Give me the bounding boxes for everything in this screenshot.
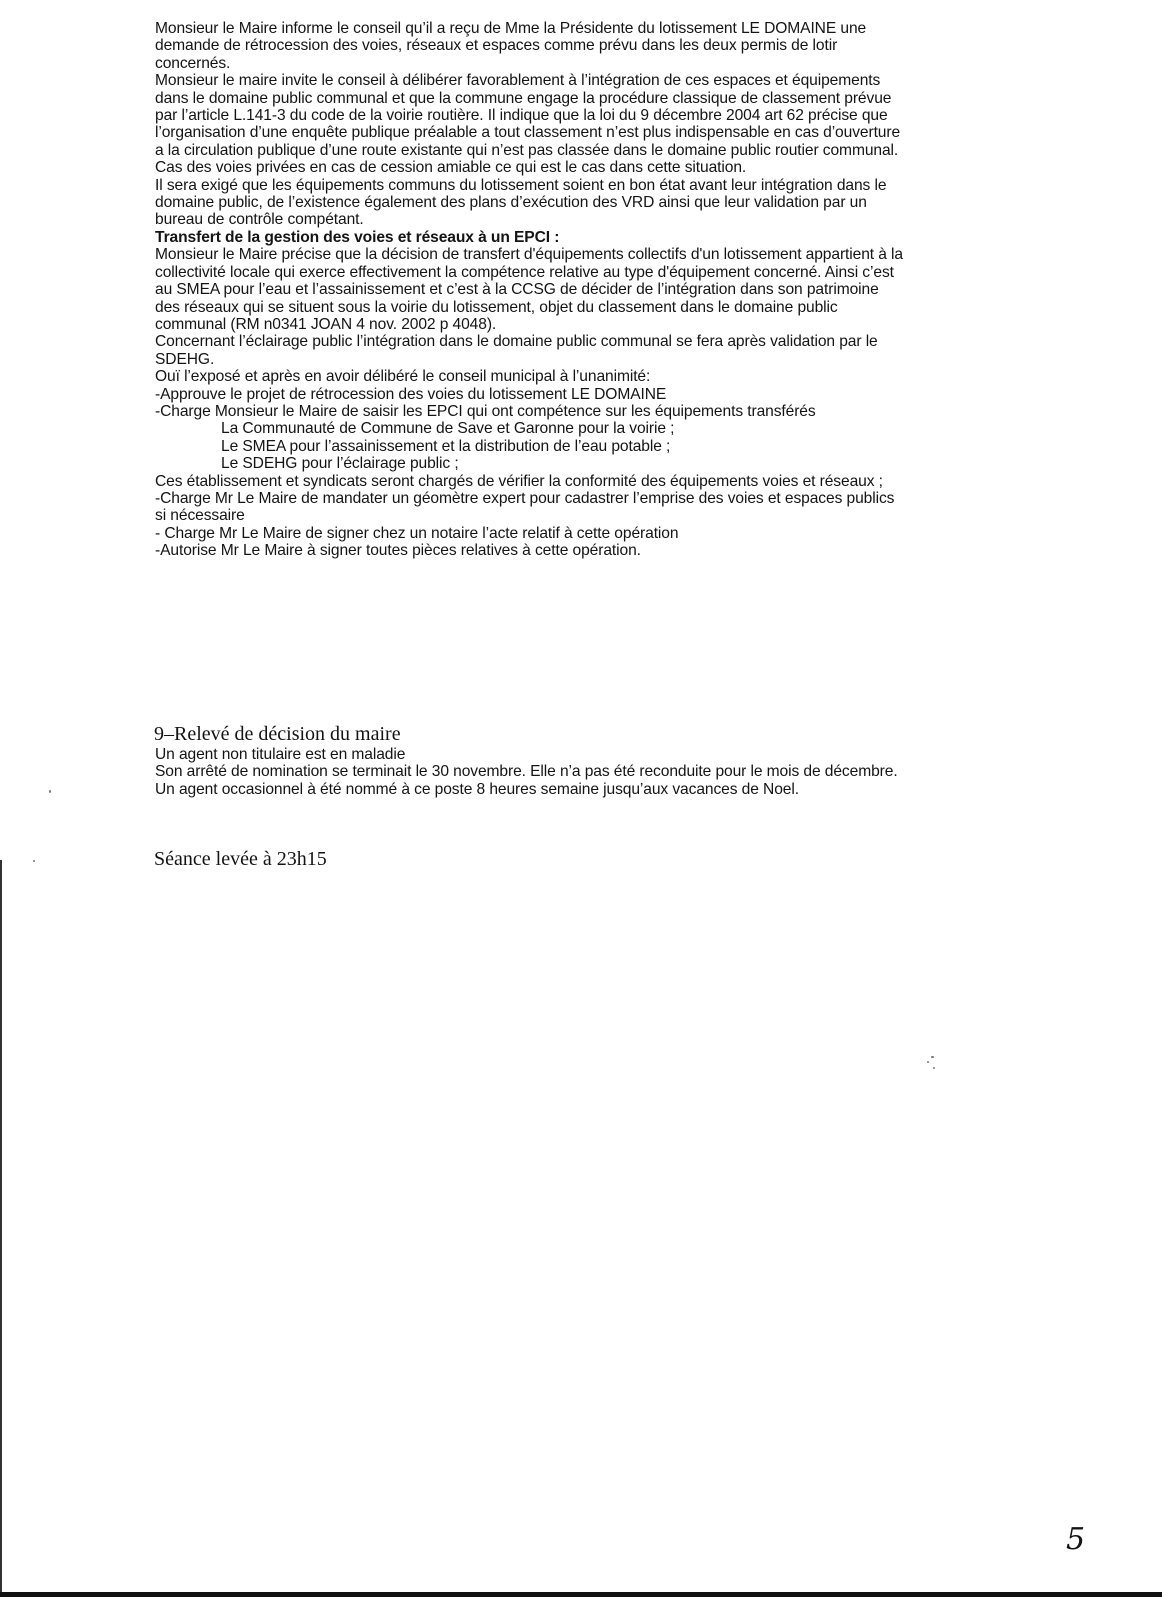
text-line: Monsieur le Maire précise que la décision de transfert d'équipements collectifs d'un lotissement appartient à la: [155, 246, 903, 264]
text-line: - Charge Mr Le Maire de signer chez un notaire l’acte relatif à cette opération: [155, 524, 679, 542]
text-line: concernés.: [155, 54, 231, 72]
text-line: -Autorise Mr Le Maire à signer toutes pièces relatives à cette opération.: [155, 542, 641, 560]
section-heading: 9–Relevé de décision du maire: [154, 723, 401, 745]
text-line: demande de rétrocession des voies, réseaux et espaces comme prévu dans les deux permis de lotir: [155, 37, 838, 55]
text-line: Concernant l’éclairage public l’intégration dans le domaine public communal se fera après validation par le: [155, 333, 878, 351]
text-line: Le SDEHG pour l’éclairage public ;: [221, 455, 459, 473]
text-line: Ces établissement et syndicats seront chargés de vérifier la conformité des équipements voies et réseaux ;: [155, 472, 883, 490]
subsection-heading: Transfert de la gestion des voies et réseaux à un EPCI :: [155, 228, 560, 246]
text-line: bureau de contrôle compétant.: [155, 211, 364, 229]
scan-edge-left: [0, 860, 2, 1592]
text-line: Son arrêté de nomination se terminait le 30 novembre. Elle n’a pas été reconduite pour le mois de décembre.: [155, 763, 898, 781]
scan-speck: [927, 1061, 929, 1063]
text-line: Un agent non titulaire est en maladie: [155, 746, 406, 763]
text-line: Cas des voies privées en cas de cession amiable ce qui est le cas dans cette situation.: [155, 159, 747, 177]
text-line: communal (RM n0341 JOAN 4 nov. 2002 p 4048).: [155, 315, 497, 333]
text-line: dans le domaine public communal et que la commune engage la procédure classique de classement prévue: [155, 89, 892, 107]
scan-speck: [33, 860, 35, 862]
scan-speck: [49, 790, 51, 793]
text-line: domaine public, de l’existence également des plans d’exécution des VRD ainsi que leur validation par un: [155, 194, 867, 212]
text-line: a la circulation publique d’une route existante qui n’est pas classée dans le domaine public routier communal.: [155, 141, 899, 159]
session-closing: Séance levée à 23h15: [154, 848, 327, 870]
text-line: -Approuve le projet de rétrocession des voies du lotissement LE DOMAINE: [155, 385, 667, 403]
page-number: 5: [1066, 1522, 1086, 1557]
deliberation-body: [155, 20, 1085, 560]
text-line: si nécessaire: [155, 507, 245, 525]
scan-speck: [931, 1056, 934, 1058]
text-line: au SMEA pour l’eau et l’assainissement et c’est à la CCSG de décider de l’intégration dans son patrimoine: [155, 281, 879, 299]
text-line: Le SMEA pour l’assainissement et la distribution de l’eau potable ;: [221, 437, 671, 455]
text-line: -Charge Mr Le Maire de mandater un géomètre expert pour cadastrer l’emprise des voies et espaces publics: [155, 489, 895, 507]
text-line: collectivité locale qui exerce effectivement la compétence relative au type d'équipement concerné. Ainsi c’est: [155, 263, 894, 281]
text-line: -Charge Monsieur le Maire de saisir les EPCI qui ont compétence sur les équipements transférés: [155, 402, 816, 420]
text-line: Ouï l’exposé et après en avoir délibéré le conseil municipal à l’unanimité:: [155, 368, 651, 386]
text-line: La Communauté de Commune de Save et Garonne pour la voirie ;: [221, 420, 675, 438]
text-line: par l’article L.141-3 du code de la voirie routière. Il indique que la loi du 9 décembre 2004 art 62 précise que: [155, 107, 888, 125]
text-line: Un agent occasionnel à été nommé à ce poste 8 heures semaine jusqu’aux vacances de Noel.: [155, 780, 799, 798]
text-line: Monsieur le Maire informe le conseil qu’il a reçu de Mme la Présidente du lotissement LE DOMAINE une: [155, 20, 867, 37]
mayor-decision-body: [155, 746, 1085, 798]
text-line: Monsieur le maire invite le conseil à délibérer favorablement à l’intégration de ces espaces et équipements: [155, 72, 881, 90]
scan-edge-bottom: [0, 1592, 1162, 1597]
text-line: Il sera exigé que les équipements communs du lotissement soient en bon état avant leur intégration dans le: [155, 176, 887, 194]
text-line: SDEHG.: [155, 350, 215, 368]
text-line: l’organisation d’une enquête publique préalable a tout classement n’est plus indispensable en cas d’ouverture: [155, 124, 901, 142]
text-line: des réseaux qui se situent sous la voirie du lotissement, objet du classement dans le domaine public: [155, 298, 838, 316]
scan-speck: [933, 1067, 935, 1069]
